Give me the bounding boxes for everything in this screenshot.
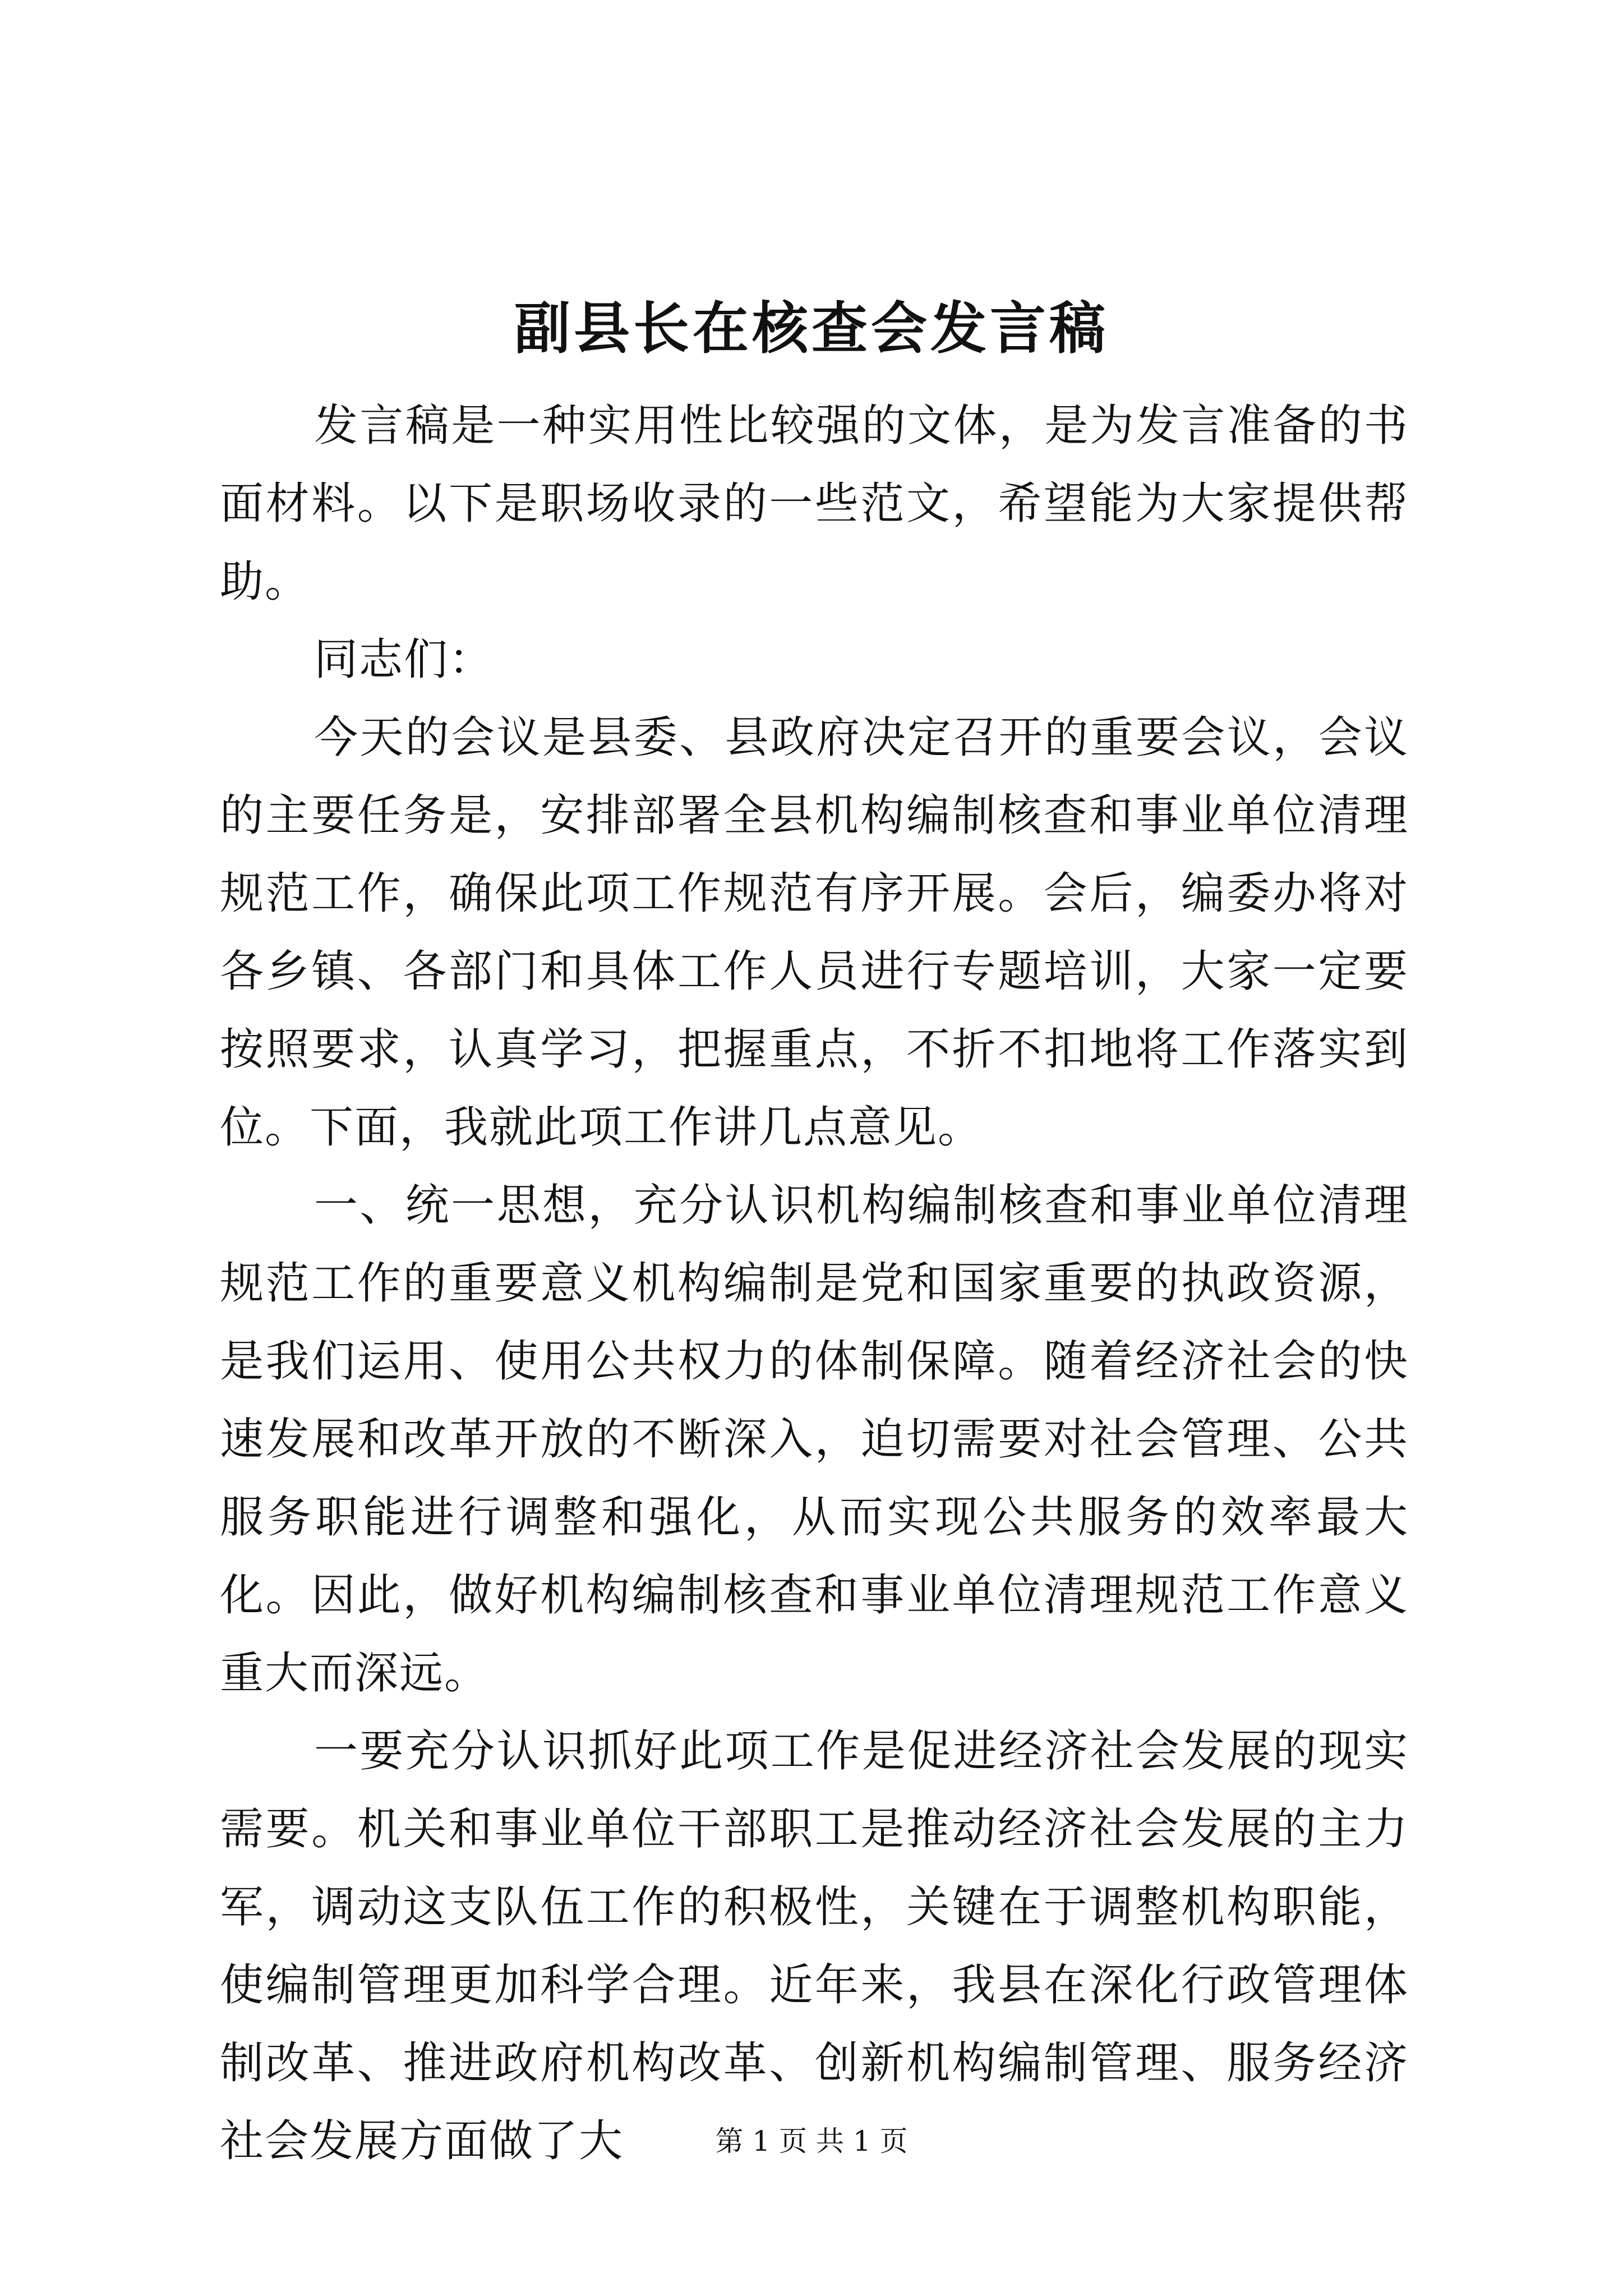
document-body [220, 387, 1409, 2180]
paragraph-section-one: 一、统一思想，充分认识机构编制核查和事业单位清理规范工作的重要意义机构编制是党和国家重要的执政资源，是我们运用、使用公共权力的体制保障。随着经济社会的快速发展和改革开放的不断深入，迫切需要对社会管理、公共服务职能进行调整和强化，从而实现公共服务的效率最大化。因此，做好机构编制核查和事业单位清理规范工作意义重大而深远。 [220, 1180, 1409, 1699]
paragraph-intro: 发言稿是一种实用性比较强的文体，是为发言准备的书面材料。以下是职场收录的一些范文，希望能为大家提供帮助。 [220, 401, 1409, 607]
page-number-footer: 第 1 页 共 1 页 [715, 2125, 908, 2157]
paragraph-point-one: 一要充分认识抓好此项工作是促进经济社会发展的现实需要。机关和事业单位干部职工是推动经济社会发展的主力军，调动这支队伍工作的积极性，关键在于调整机构职能，使编制管理更加科学合理。近年来，我县在深化行政管理体制改革、推进政府机构改革、创新机构编制管理、服务经济社会发展方面做了大 [220, 1726, 1409, 2166]
paragraph-meeting-purpose: 今天的会议是县委、县政府决定召开的重要会议，会议的主要任务是，安排部署全县机构编制核查和事业单位清理规范工作，确保此项工作规范有序开展。会后，编委办将对各乡镇、各部门和具体工作人员进行专题培训，大家一定要按照要求，认真学习，把握重点，不折不扣地将工作落实到位。下面，我就此项工作讲几点意见。 [220, 712, 1409, 1153]
paragraph-salutation: 同志们： [314, 634, 494, 685]
document-title: 副县长在核查会发言稿 [514, 295, 1109, 361]
